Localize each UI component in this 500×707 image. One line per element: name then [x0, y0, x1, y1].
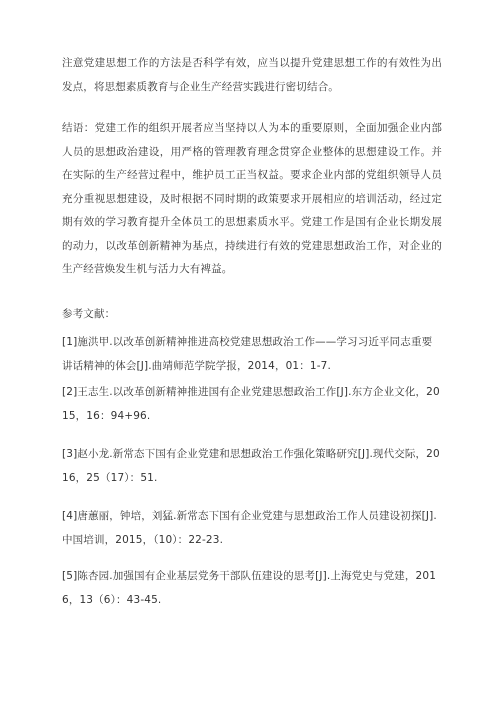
conclusion-paragraph: 结语：党建工作的组织开展者应当坚持以人为本的重要原则，全面加强企业内部人员的思想政治建设，用严格的管理教育理念贯穿企业整体的思想建设工作。并在实际的生产经营过程中，维护员工正当权益。要求企业内部的党组织领导人员充分重视思想建设，及时根据不同时期的政策要求开展相应的培训活动，经过定期有效的学习教育提升全体员工的思想素质水平。党建工作是国有企业长期发展的动力，以改革创新精神为基点，持续进行有效的党建思想政治工作，对企业的生产经营焕发生机与活力大有裨益。	[62, 122, 442, 275]
intro-paragraph: 注意党建思想工作的方法是否科学有效，应当以提升党建思想工作的有效性为出发点，将思想素质教育与企业生产经营实践进行密切结合。	[62, 57, 442, 93]
reference-item-2: [2]王志生.以改革创新精神推进国有企业党建思想政治工作[J].东方企业文化，2015，16：94+96.	[62, 386, 440, 422]
reference-item-5: [5]陈杏园.加强国有企业基层党务干部队伍建设的思考[J].上海党史与党建，2016，13（6）：43-45.	[62, 570, 437, 606]
references-heading: 参考文献：	[62, 308, 116, 320]
reference-item-1: [1]施洪甲.以改革创新精神推进高校党建思想政治工作——学习习近平同志重要讲话精神的体会[J].曲靖师范学院学报，2014，01：1-7.	[62, 336, 433, 372]
reference-item-4: [4]唐蕙丽，钟培，刘猛.新常态下国有企业党建与思想政治工作人员建设初探[J].中国培训，2015，（10）：22-23.	[62, 510, 437, 546]
reference-item-3: [3]赵小龙.新常态下国有企业党建和思想政治工作强化策略研究[J].现代交际，2016，25（17）：51.	[62, 448, 440, 484]
